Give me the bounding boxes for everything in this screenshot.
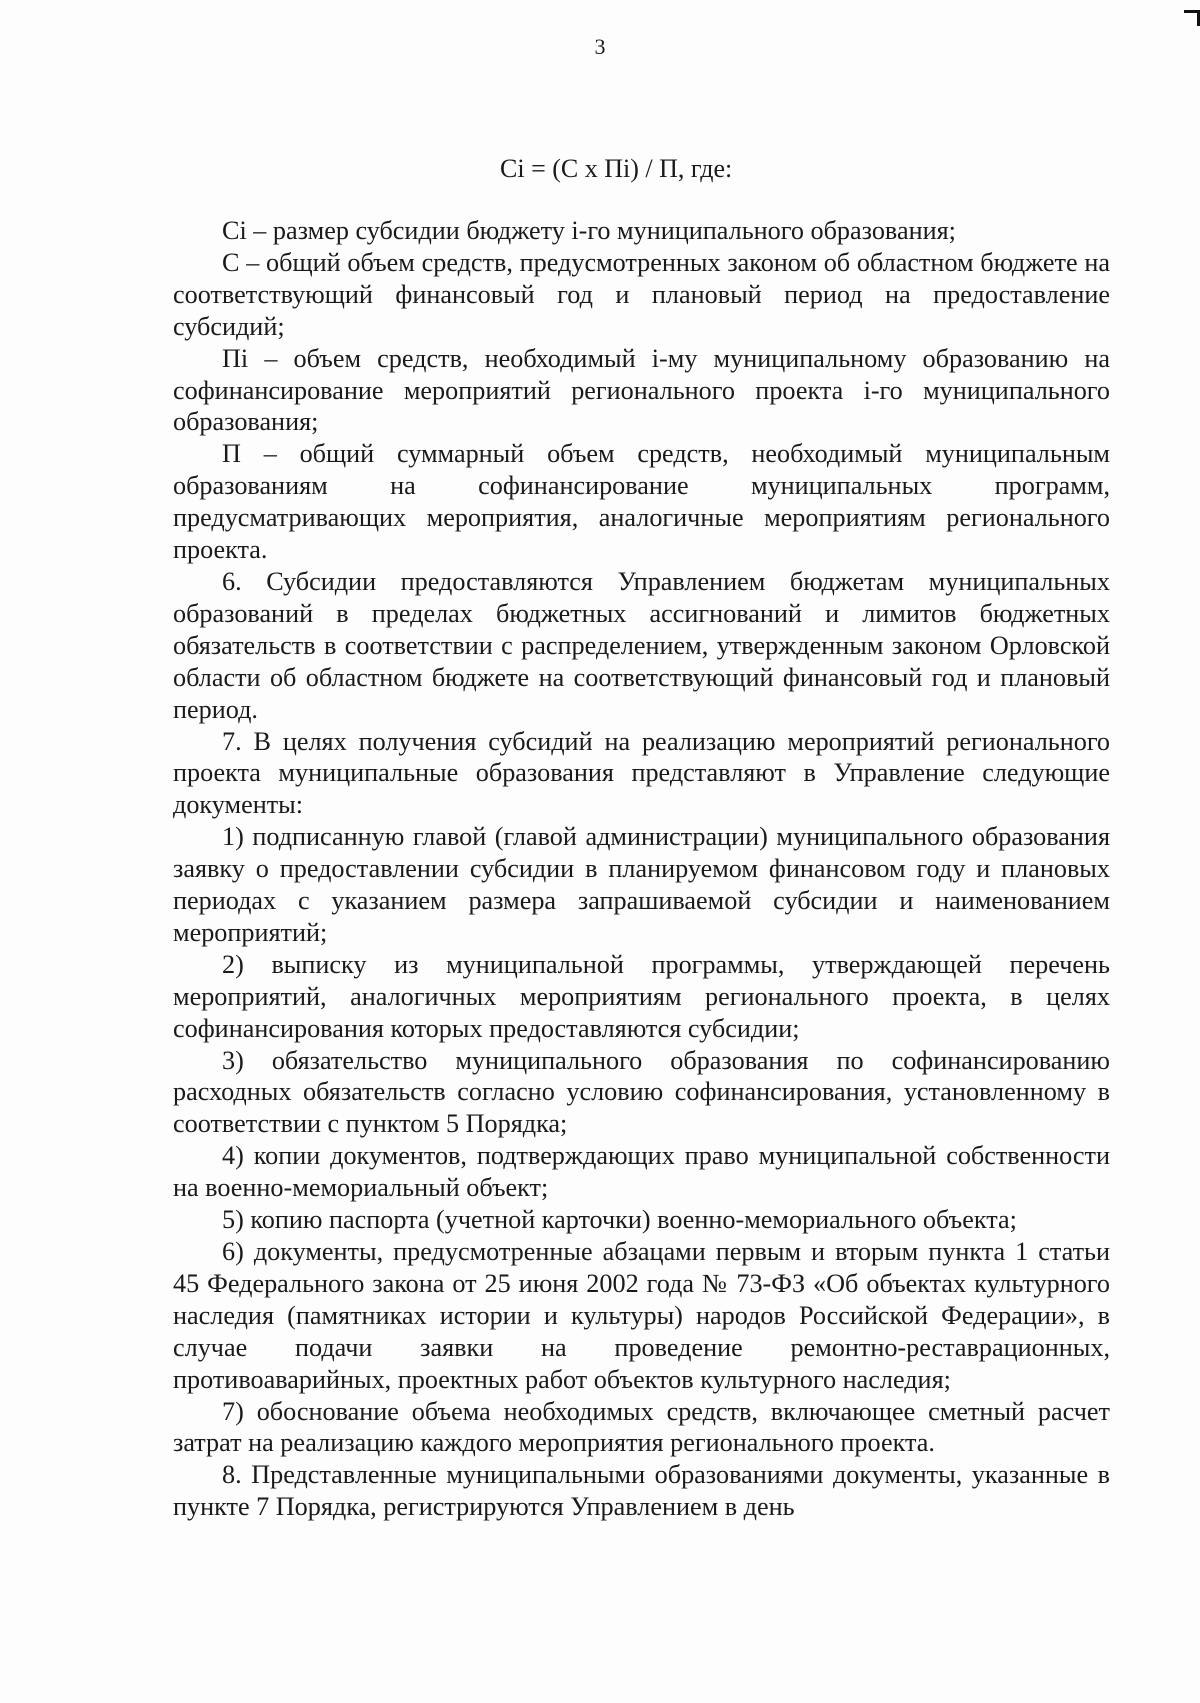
paragraph-subitem-6: 6) документы, предусмотренные абзацами первым и вторым пункта 1 статьи 45 Федерального закона от 25 июня 2002 года № 73-ФЗ «Об объектах культурного наследия (памятниках истории и культуры) народов Российской Федерации», в случае подачи заявки на проведение ремонтно-реставрационных, противоаварийных, проектных работ объектов культурного наследия; <box>173 1237 1110 1394</box>
paragraph-item-7: 7. В целях получения субсидий на реализацию мероприятий регионального проекта муниципальные образования представляют в Управление следующие документы: <box>173 726 1110 820</box>
paragraph-subitem-3: 3) обязательство муниципального образования по софинансированию расходных обязательств согласно условию софинансирования, установленному в соответствии с пунктом 5 Порядка; <box>173 1045 1110 1139</box>
paragraph-subitem-7: 7) обоснование объема необходимых средств, включающее сметный расчет затрат на реализацию каждого мероприятия регионального проекта. <box>173 1396 1110 1458</box>
paragraph-c-definition: С – общий объем средств, предусмотренных законом об областном бюджете на соответствующий финансовый год и плановый период на предоставление субсидий; <box>173 247 1110 341</box>
paragraph-ci-definition: Сi – размер субсидии бюджету i-го муниципального образования; <box>222 216 956 245</box>
page-number: 3 <box>594 34 606 59</box>
paragraph-item-8: 8. Представленные муниципальными образованиями документы, указанные в пункте 7 Порядка, регистрируются Управлением в день <box>173 1460 1110 1522</box>
paragraph-p-definition: П – общий суммарный объем средств, необходимый муниципальным образованиям на софинансирование муниципальных программ, предусматривающих мероприятия, аналогичные мероприятиям регионального проекта. <box>173 439 1110 565</box>
paragraph-subitem-4: 4) копии документов, подтверждающих право муниципальной собственности на военно-мемориальный объект; <box>173 1141 1110 1203</box>
paragraph-subitem-5: 5) копию паспорта (учетной карточки) военно-мемориального объекта; <box>222 1205 1017 1235</box>
document-body <box>173 215 1110 1523</box>
subsidy-formula: Сi = (С х Пi) / П, где: <box>500 154 733 183</box>
paragraph-subitem-2: 2) выписку из муниципальной программы, утверждающей перечень мероприятий, аналогичных мероприятиям регионального проекта, в целях софинансирования которых предоставляются субсидии; <box>173 949 1110 1043</box>
paragraph-subitem-1: 1) подписанную главой (главой администрации) муниципального образования заявку о предоставлении субсидии в планируемом финансовом году и плановых периодах с указанием размера запрашиваемой субсидии и наименованием мероприятий; <box>173 822 1110 947</box>
paragraph-item-6: 6. Субсидии предоставляются Управлением бюджетам муниципальных образований в пределах бюджетных ассигнований и лимитов бюджетных обязательств в соответствии с распределением, утвержденным законом Орловской области об областном бюджете на соответствующий финансовый год и плановый период. <box>173 566 1110 724</box>
paragraph-pi-definition: Пi – объем средств, необходимый i-му муниципальному образованию на софинансирование мероприятий регионального проекта i-го муниципального образования; <box>173 343 1110 437</box>
